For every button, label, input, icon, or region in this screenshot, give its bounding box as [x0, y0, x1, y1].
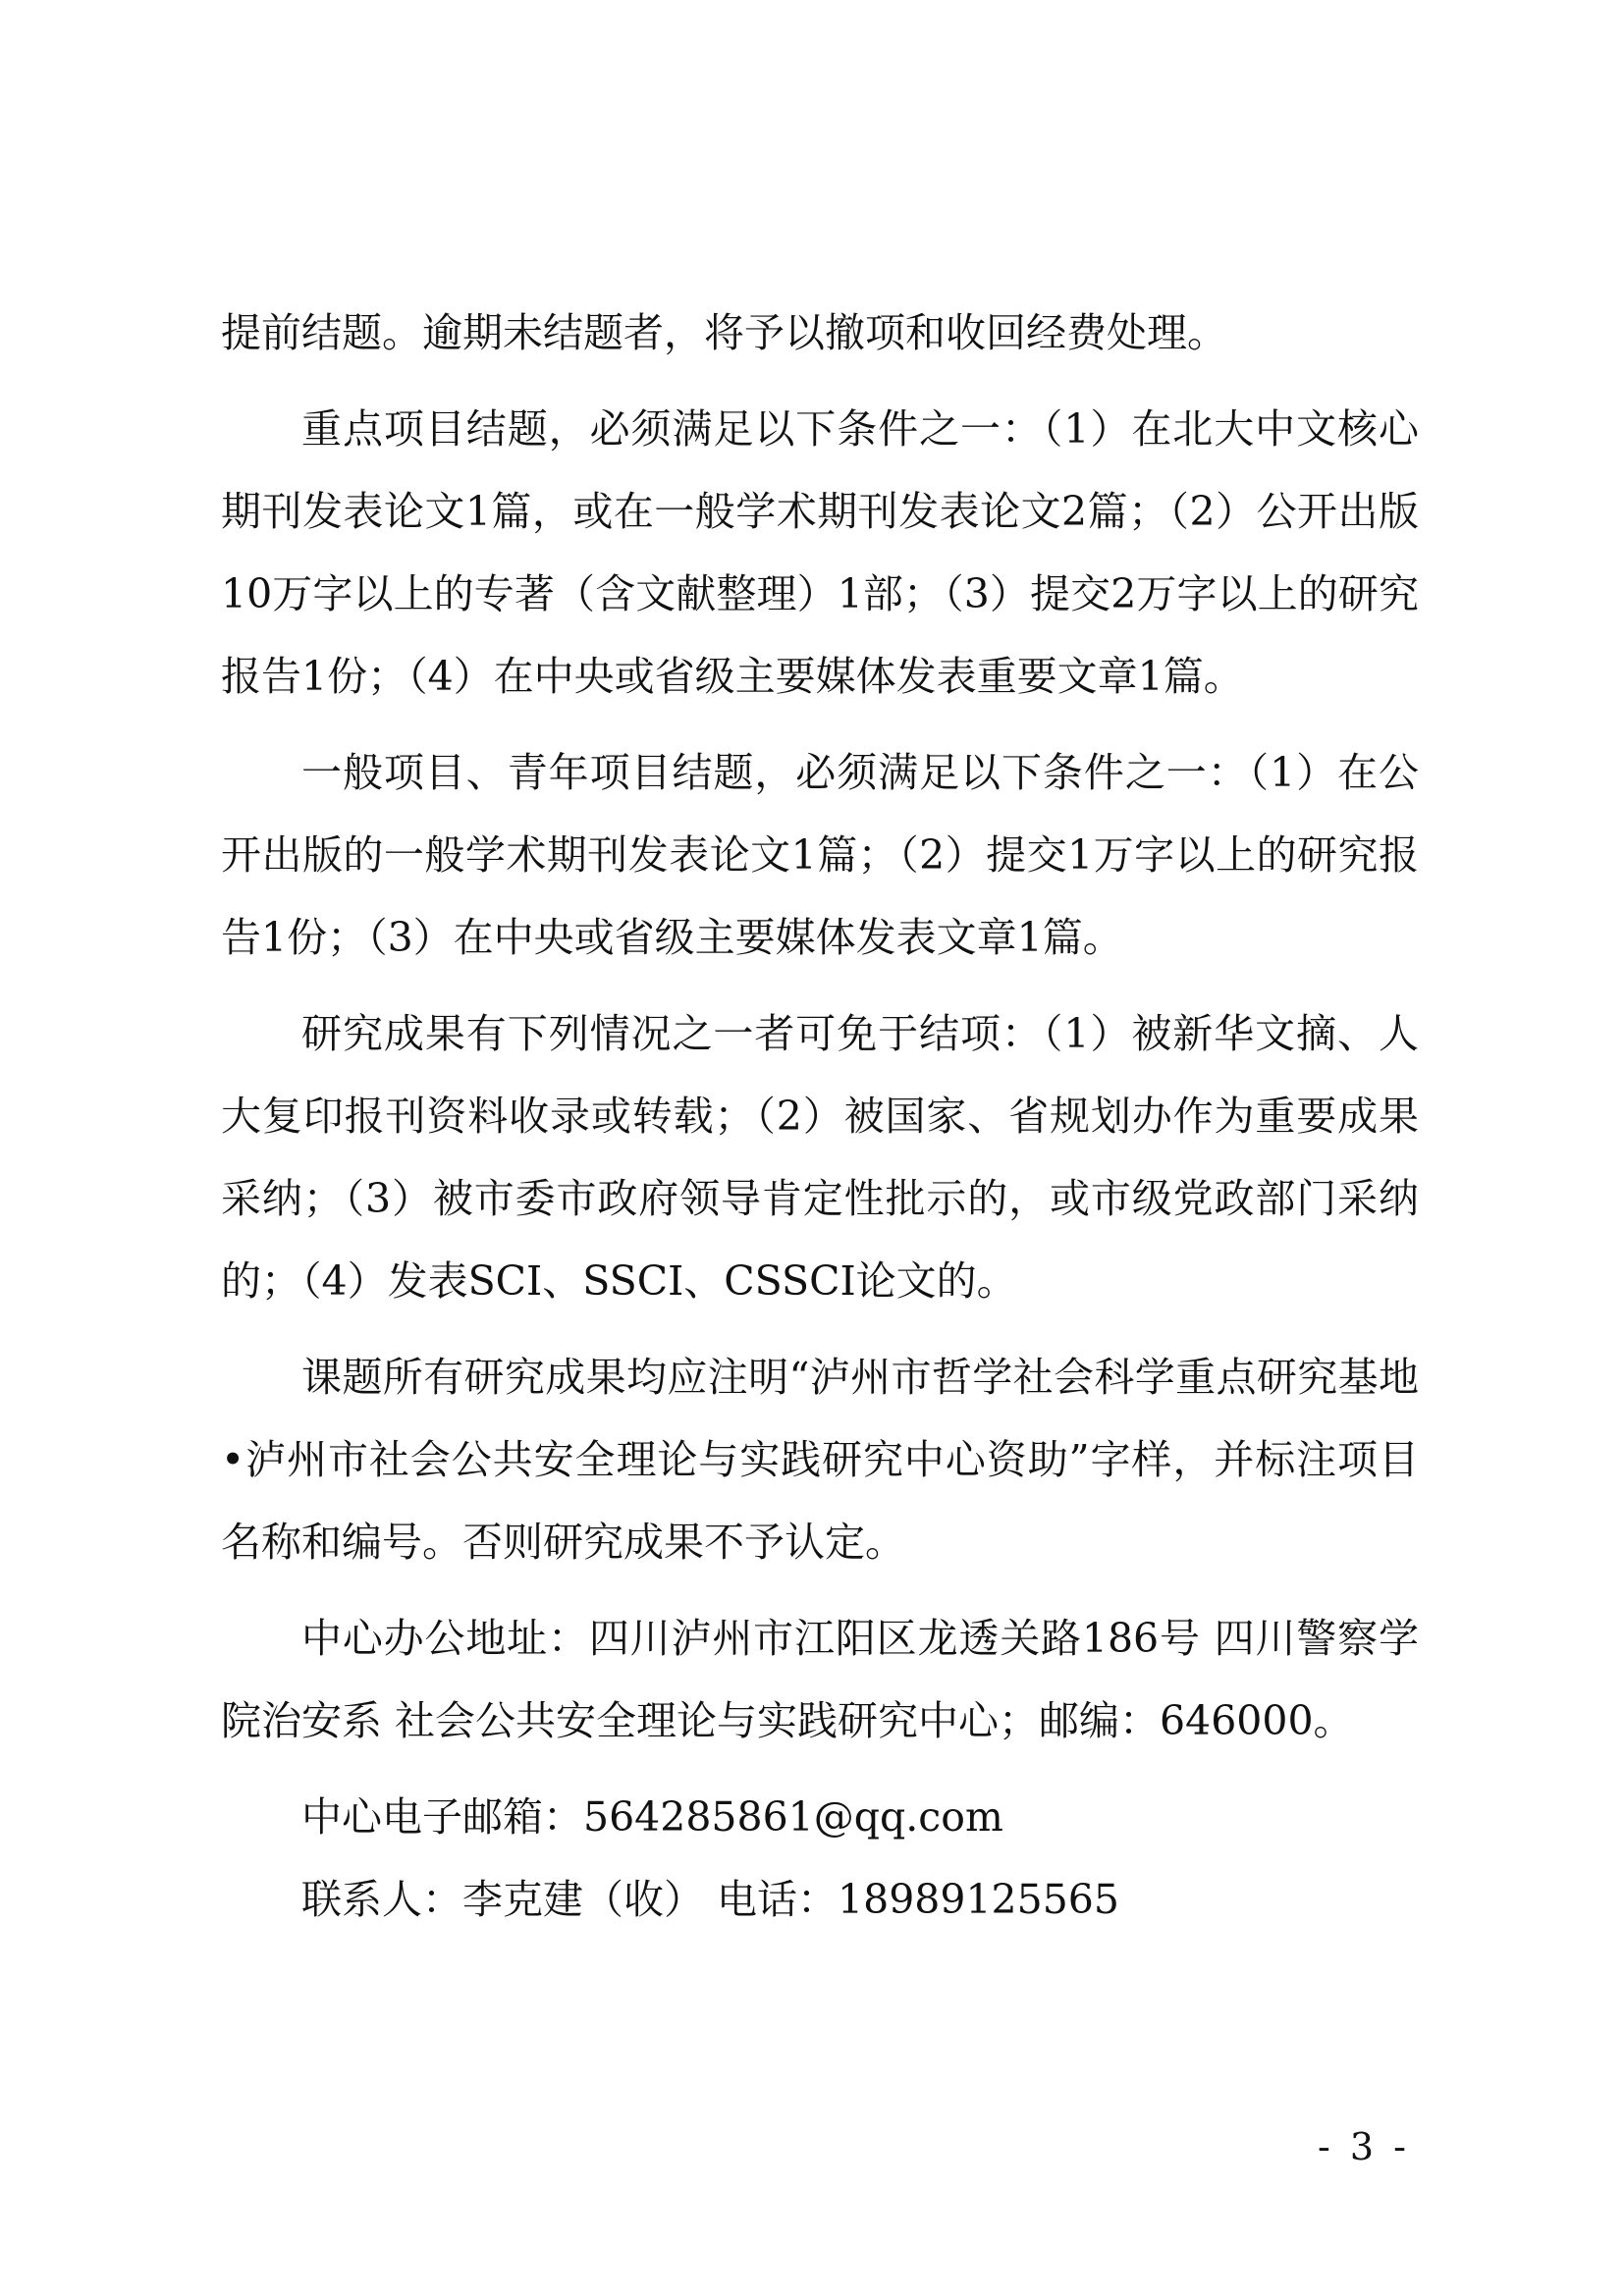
paragraph-contact: 联系人：李克建（收） 电话：18989125565 — [301, 1876, 1119, 1923]
document-body — [221, 292, 1419, 1941]
paragraph-general-project-requirements: 一般项目、青年项目结题，必须满足以下条件之一：（1）在公开出版的一般学术期刊发表论文1篇；（2）提交1万字以上的研究报告1份；（3）在中央或省级主要媒体发表文章1篇。 — [221, 749, 1419, 961]
paragraph-office-address: 中心办公地址：四川泸州市江阳区龙透关路186号 四川警察学院治安系 社会公共安全理论与实践研究中心；邮编：646000。 — [221, 1615, 1419, 1744]
paragraph-key-project-requirements: 重点项目结题，必须满足以下条件之一：（1）在北大中文核心期刊发表论文1篇，或在一般学术期刊发表论文2篇；（2）公开出版10万字以上的专著（含文献整理）1部；（3）提交2万字以上的研究报告1份；（4）在中央或省级主要媒体发表重要文章1篇。 — [221, 405, 1419, 700]
paragraph-email: 中心电子邮箱：564285861@qq.com — [301, 1793, 1003, 1841]
paragraph-exemption-conditions: 研究成果有下列情况之一者可免于结项：（1）被新华文摘、人大复印报刊资料收录或转载；（2）被国家、省规划办作为重要成果采纳；（3）被市委市政府领导肯定性批示的，或市级党政部门采纳的；（4）发表SCI、SSCI、CSSCI论文的。 — [221, 1010, 1419, 1305]
paragraph-continuation: 提前结题。逾期未结题者，将予以撤项和收回经费处理。 — [221, 309, 1227, 356]
page-number: - 3 - — [1317, 2125, 1410, 2168]
paragraph-acknowledgement-notice: 课题所有研究成果均应注明“泸州市哲学社会科学重点研究基地•泸州市社会公共安全理论与实践研究中心资助”字样，并标注项目名称和编号。否则研究成果不予认定。 — [221, 1354, 1419, 1566]
